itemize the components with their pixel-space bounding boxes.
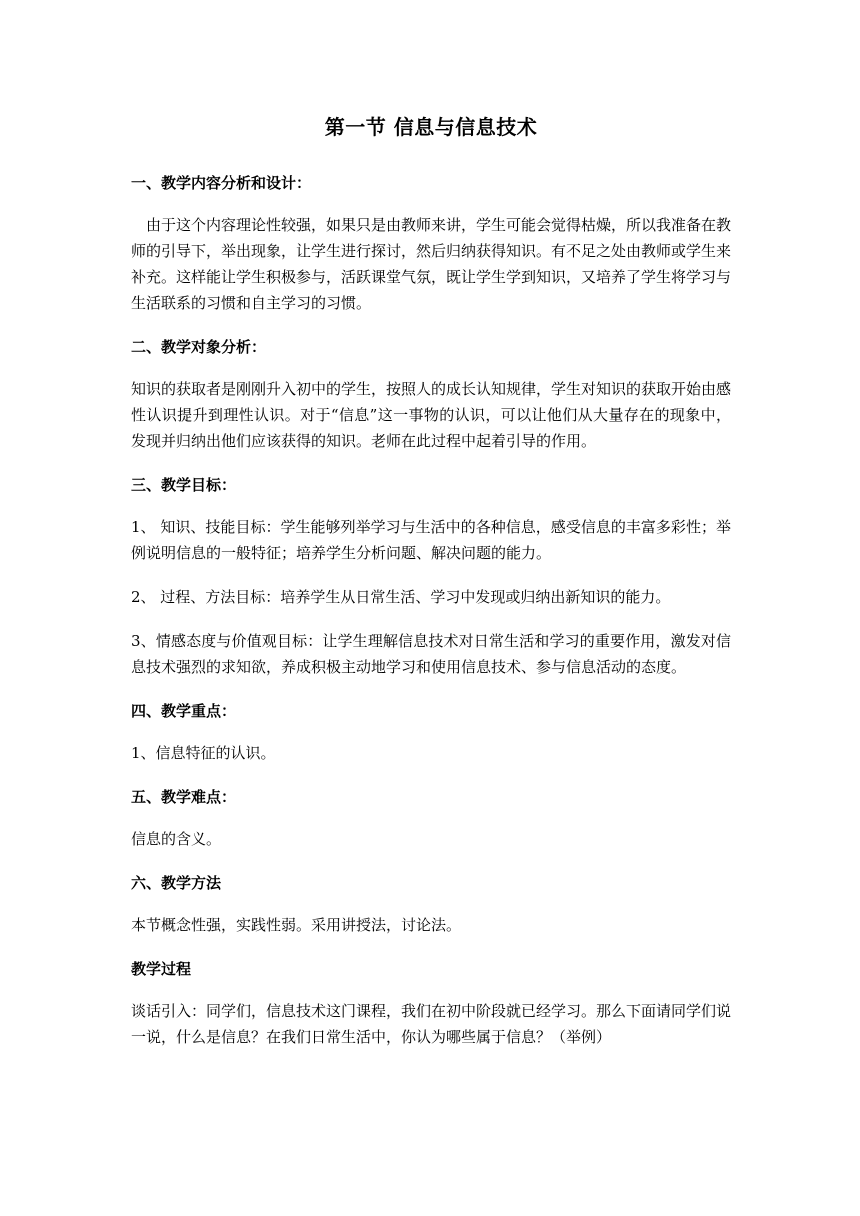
section-heading-content-analysis: 一、教学内容分析和设计： xyxy=(131,174,312,192)
paragraph-goal-attitude: 3、情感态度与价值观目标：让学生理解信息技术对日常生活和学习的重要作用，激发对信息技术强烈的求知欲，养成积极主动地学习和使用信息技术、参与信息活动的态度。 xyxy=(131,632,731,676)
paragraph-methods: 本节概念性强，实践性弱。采用讲授法，讨论法。 xyxy=(131,916,462,934)
section-heading-difficulties: 五、教学难点： xyxy=(131,788,237,806)
paragraph-teaching-process: 谈话引入：同学们，信息技术这门课程，我们在初中阶段就已经学习。那么下面请同学们说一说，什么是信息？在我们日常生活中，你认为哪些属于信息？（举例） xyxy=(131,1002,732,1046)
section-heading-key-points: 四、教学重点： xyxy=(131,702,237,720)
page-title: 第一节 信息与信息技术 xyxy=(324,115,538,139)
section-heading-teaching-goals: 三、教学目标： xyxy=(131,476,237,494)
paragraph-audience-analysis: 知识的获取者是刚刚升入初中的学生，按照人的成长认知规律，学生对知识的获取开始由感性认识提升到理性认识。对于“信息”这一事物的认识，可以让他们从大量存在的现象中，发现并归纳出他们应该获得的知识。老师在此过程中起着引导的作用。 xyxy=(131,380,732,450)
paragraph-content-analysis: 由于这个内容理论性较强，如果只是由教师来讲，学生可能会觉得枯燥，所以我准备在教师的引导下，举出现象，让学生进行探讨，然后归纳获得知识。有不足之处由教师或学生来补充。这样能让学生积极参与，活跃课堂气氛，既让学生学到知识，又培养了学生将学习与生活联系的习惯和自主学习的习惯。 xyxy=(131,216,732,312)
paragraph-difficulties: 信息的含义。 xyxy=(131,830,222,848)
section-heading-teaching-process: 教学过程 xyxy=(131,960,192,978)
document-content xyxy=(131,112,731,1068)
section-heading-audience-analysis: 二、教学对象分析： xyxy=(131,338,267,356)
paragraph-key-points: 1、信息特征的认识。 xyxy=(131,744,276,762)
paragraph-goal-process: 2、 过程、方法目标：培养学生从日常生活、学习中发现或归纳出新知识的能力。 xyxy=(131,588,671,606)
section-heading-methods: 六、教学方法 xyxy=(131,874,222,892)
paragraph-goal-knowledge: 1、 知识、技能目标：学生能够列举学习与生活中的各种信息，感受信息的丰富多彩性；举例说明信息的一般特征；培养学生分析问题、解决问题的能力。 xyxy=(131,518,731,562)
